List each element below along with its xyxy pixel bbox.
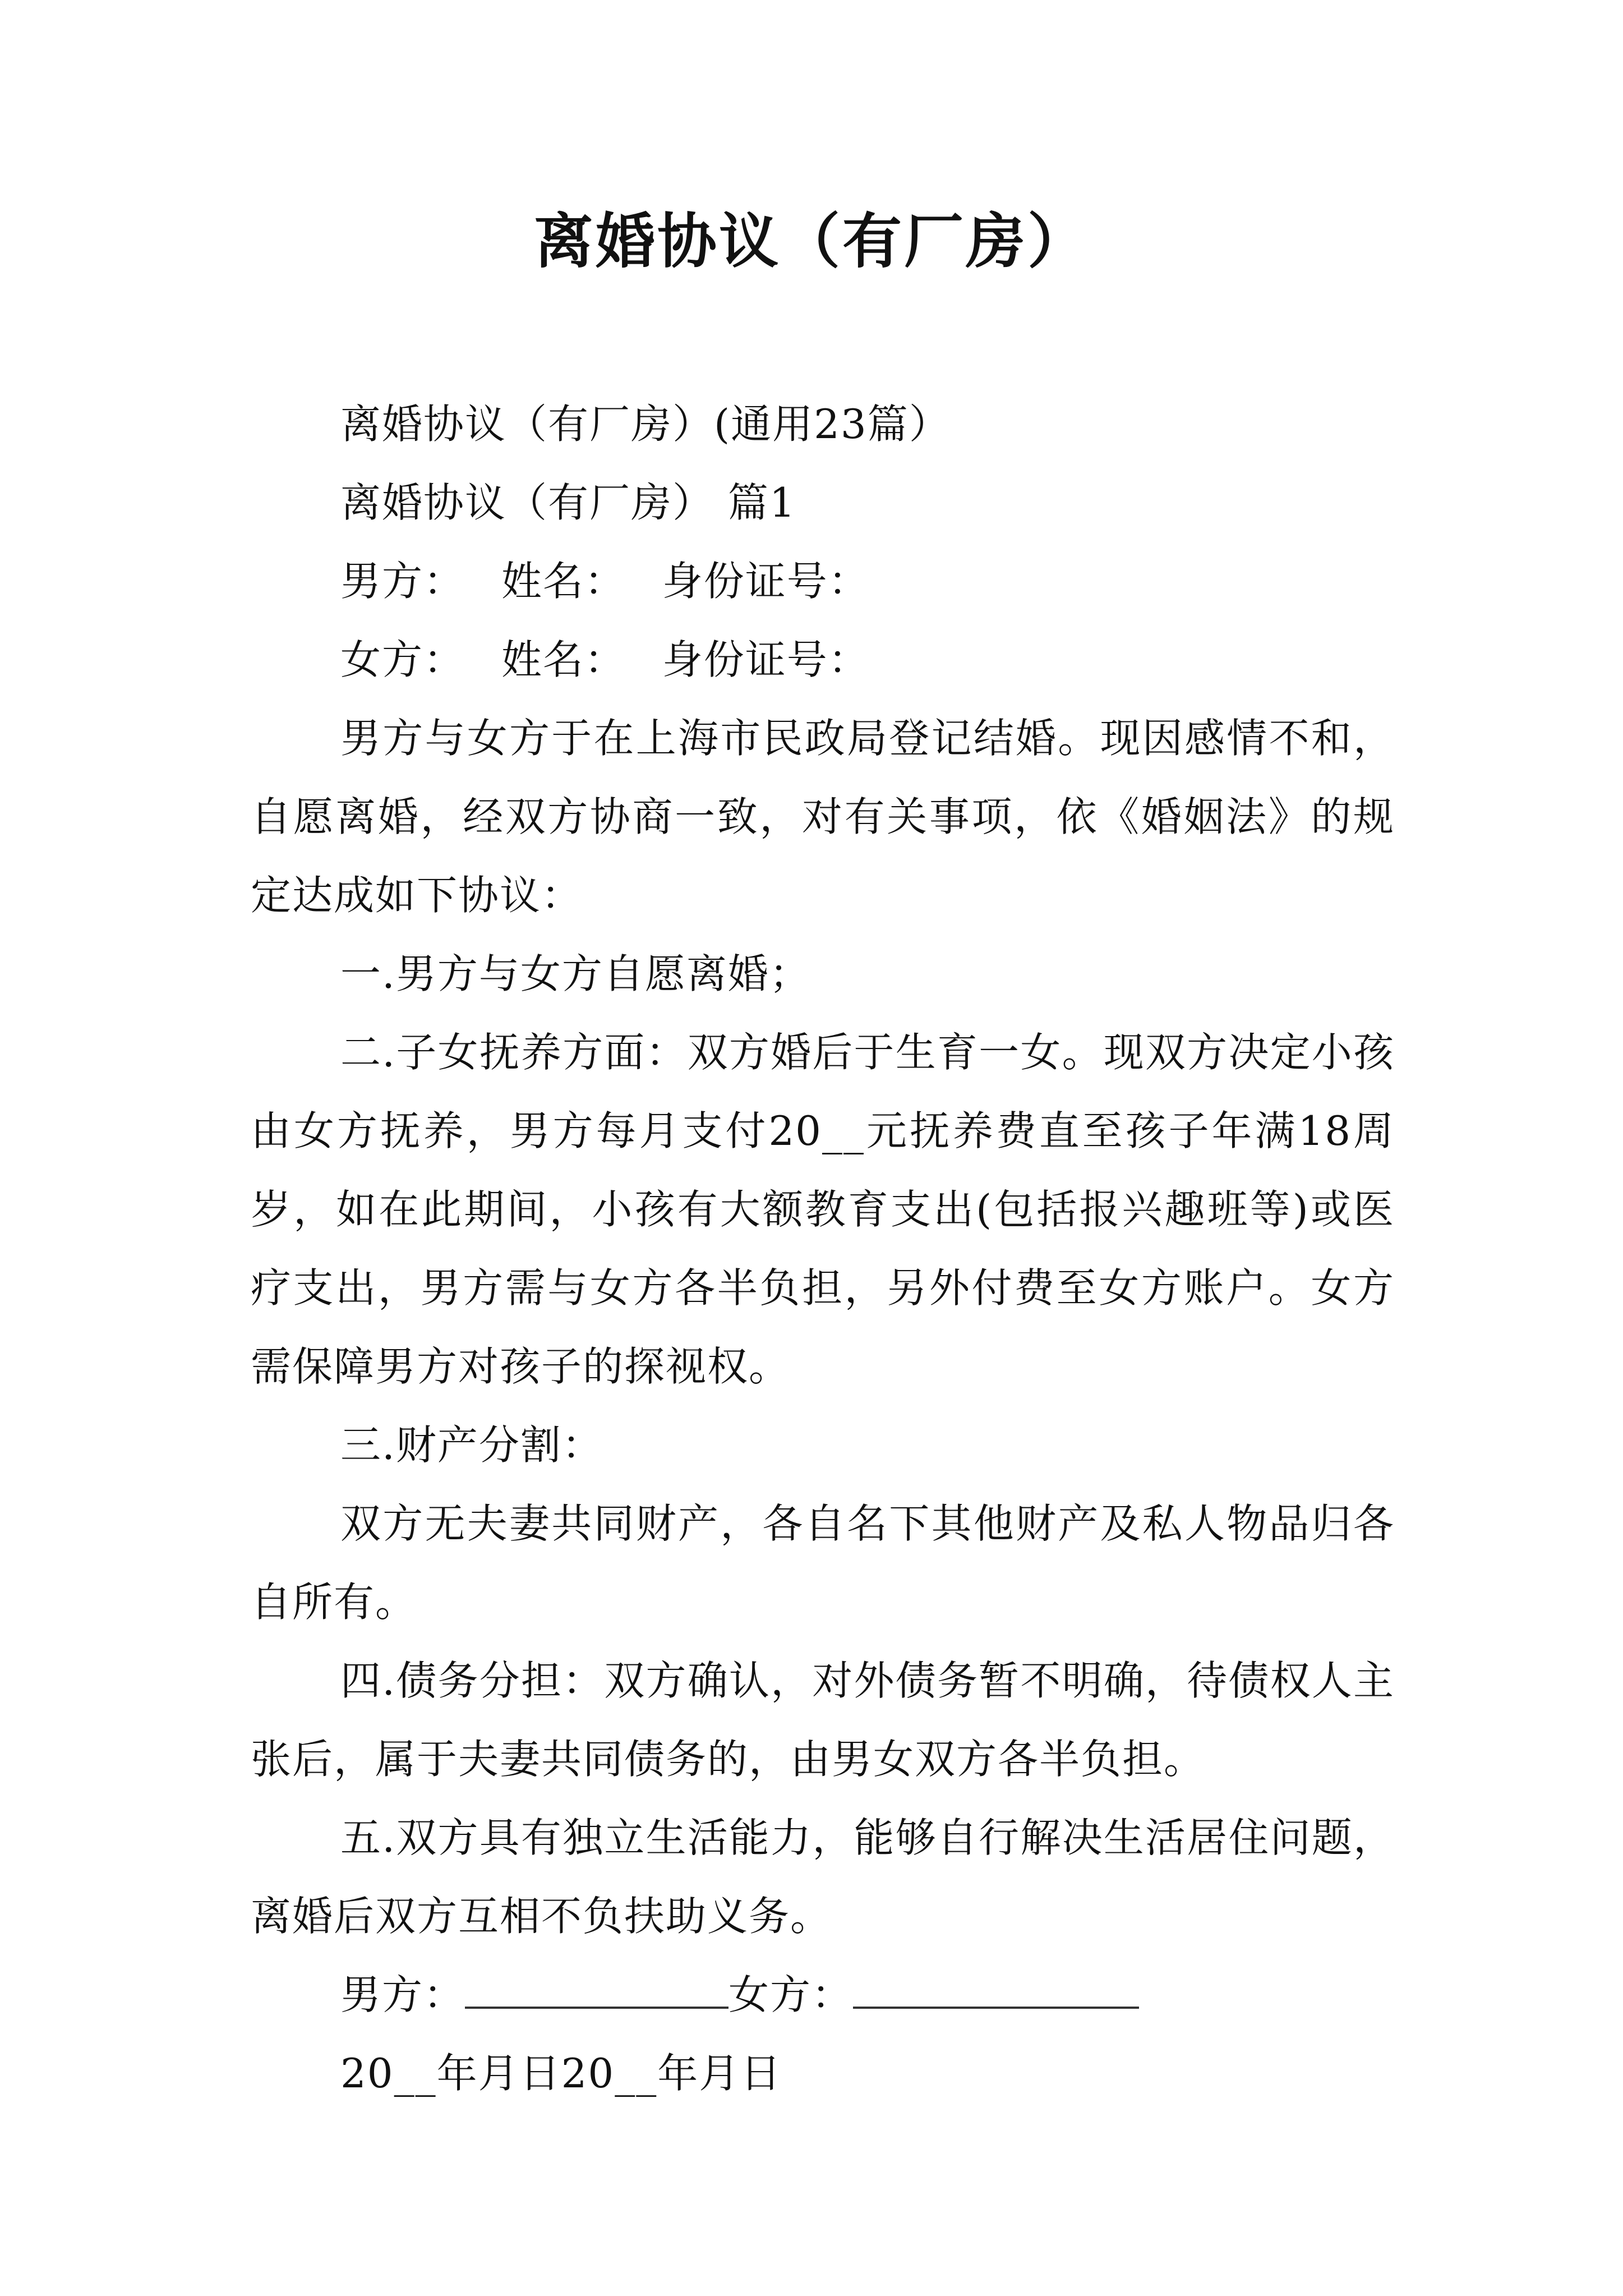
signature-line — [251, 1955, 1395, 2034]
paragraph-clause-3-body: 双方无夫妻共同财产，各自名下其他财产及私人物品归各自所有。 — [251, 1500, 1395, 1626]
paragraph-female-party: 女方： 姓名： 身份证号： — [340, 636, 870, 683]
male-signature-label: 男方： — [340, 1971, 465, 2018]
document-body — [251, 385, 1395, 2113]
male-signature-blank — [465, 1973, 728, 2009]
paragraph-clause-3-heading: 三.财产分割： — [340, 1421, 603, 1469]
paragraph-clause-5: 五.双方具有独立生活能力，能够自行解决生活居住问题，离婚后双方互相不负扶助义务。 — [251, 1814, 1395, 1940]
female-signature-blank — [853, 1973, 1139, 2009]
paragraph-section-heading: 离婚协议（有厂房） 篇1 — [340, 479, 796, 526]
paragraph-preamble: 男方与女方于在上海市民政局登记结婚。现因感情不和，自愿离婚，经双方协商一致，对有关事项，依《婚姻法》的规定达成如下协议： — [251, 715, 1395, 919]
date-line: 20__年月日20__年月日 — [340, 2050, 782, 2097]
female-signature-label: 女方： — [728, 1971, 854, 2018]
paragraph-subtitle: 离婚协议（有厂房）(通用23篇） — [340, 401, 951, 448]
paragraph-male-party: 男方： 姓名： 身份证号： — [340, 558, 870, 605]
paragraph-clause-1: 一.男方与女方自愿离婚； — [340, 950, 811, 997]
paragraph-clause-4: 四.债务分担：双方确认，对外债务暂不明确，待债权人主张后，属于夫妻共同债务的，由男女双方各半负担。 — [251, 1657, 1395, 1783]
paragraph-clause-2: 二.子女抚养方面：双方婚后于生育一女。现双方决定小孩由女方抚养，男方每月支付20__元抚养费直至孩子年满18周岁，如在此期间，小孩有大额教育支出(包括报兴趣班等)或医疗支出，男方需与女方各半负担，另外付费至女方账户。女方需保障男方对孩子的探视权。 — [251, 1029, 1395, 1390]
document-title: 离婚协议（有厂房） — [534, 206, 1089, 276]
